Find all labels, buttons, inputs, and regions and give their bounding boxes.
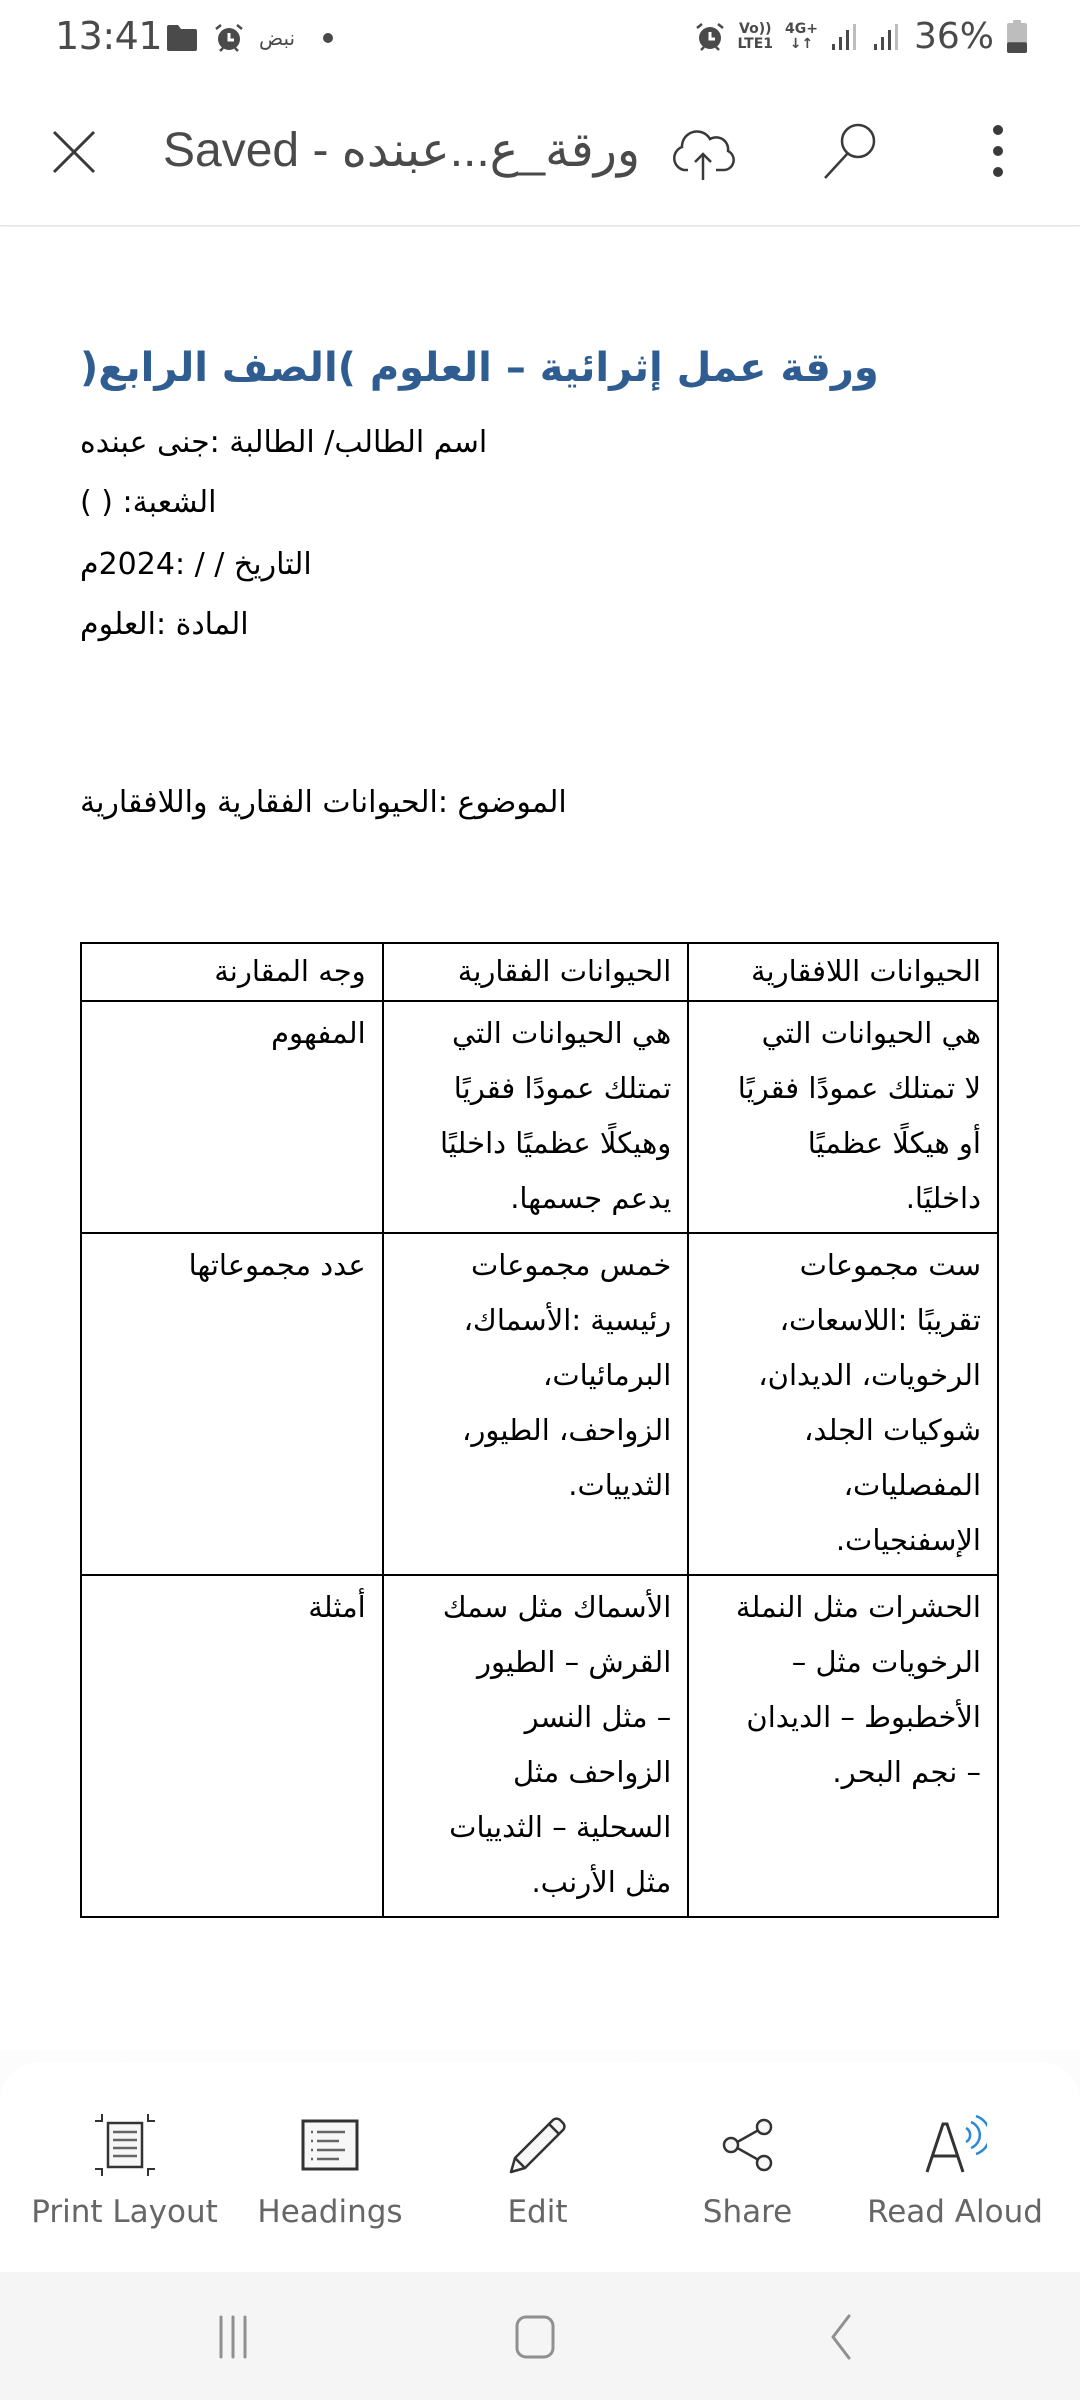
home-button[interactable] bbox=[505, 2312, 565, 2362]
headings-icon bbox=[301, 2119, 359, 2171]
data-arrows: ↓↑ bbox=[789, 35, 814, 52]
cell-text-line: الثدييات. bbox=[568, 1468, 672, 1502]
cell-text-line: رئيسية :الأسماك، bbox=[463, 1303, 672, 1337]
table-row bbox=[81, 1233, 998, 1575]
worksheet-title: ورقة عمل إثرائية – العلوم )الصف الرابع( bbox=[80, 345, 879, 391]
more-vertical-icon bbox=[978, 116, 1018, 186]
search-icon bbox=[815, 116, 885, 186]
alarm-icon bbox=[694, 21, 726, 53]
topic-line: الموضوع :الحيوانات الفقارية واللافقارية bbox=[80, 785, 567, 820]
aspect-cell: أمثلة bbox=[81, 1575, 383, 1917]
cell-text-line: القرش – الطيور bbox=[476, 1645, 672, 1679]
read-aloud-button[interactable] bbox=[855, 2062, 1055, 2272]
student-name-line: اسم الطالب/ الطالبة :جنى عبنده bbox=[80, 425, 488, 460]
network-type-label: 4G+ bbox=[785, 20, 818, 37]
invertebrates-cell bbox=[688, 1233, 998, 1575]
cell-text-line: داخليًا. bbox=[905, 1181, 981, 1215]
carrier-label: نبض bbox=[259, 26, 296, 50]
cell-text-line: أو هيكلًا عظميًا bbox=[807, 1126, 981, 1160]
cell-text-line: وهيكلًا عظميًا داخليًا bbox=[439, 1126, 672, 1160]
document-title[interactable]: Saved - ورقة_ع...عبنده bbox=[163, 124, 641, 177]
subject-line: المادة :العلوم bbox=[80, 607, 249, 642]
cell-text-line: لا تمتلك عمودًا فقريًا bbox=[737, 1071, 981, 1105]
signal-icon bbox=[872, 22, 902, 52]
aspect-cell: عدد مجموعاتها bbox=[81, 1233, 383, 1575]
vertebrates-cell bbox=[383, 1001, 689, 1233]
cell-text-line: الرخويات مثل – bbox=[791, 1645, 981, 1679]
folder-icon bbox=[165, 23, 199, 53]
cell-text-line: هي الحيوانات التي bbox=[451, 1016, 672, 1050]
share-icon bbox=[718, 2115, 778, 2175]
status-bar bbox=[0, 0, 1080, 80]
cell-text-line: المفصليات، bbox=[843, 1468, 981, 1502]
battery-percent: 36% bbox=[913, 16, 994, 57]
4g-plus-icon bbox=[785, 22, 818, 52]
cell-text-line: – مثل النسر bbox=[524, 1700, 672, 1734]
status-left-icons bbox=[165, 22, 333, 54]
battery-icon bbox=[1006, 20, 1028, 54]
status-time: 13:41 bbox=[55, 14, 163, 58]
section-line: الشعبة: ( ) bbox=[80, 485, 217, 520]
close-icon bbox=[44, 122, 104, 182]
volte-icon bbox=[738, 22, 773, 52]
cell-text-line: هي الحيوانات التي bbox=[761, 1016, 981, 1050]
document-page[interactable] bbox=[0, 227, 1080, 2062]
volte-label: Vo)) bbox=[739, 20, 772, 37]
cell-text-line: الزواحف، الطيور، bbox=[462, 1413, 672, 1447]
print-layout-button[interactable] bbox=[22, 2062, 227, 2272]
alarm-icon bbox=[213, 22, 245, 54]
cell-text-line: تمتلك عمودًا فقريًا bbox=[453, 1071, 672, 1105]
cell-text-line: الأسماك مثل سمك bbox=[442, 1590, 672, 1624]
cell-text-line: خمس مجموعات bbox=[470, 1248, 672, 1282]
table-header-row bbox=[81, 943, 998, 1001]
vertebrates-cell bbox=[383, 1233, 689, 1575]
recents-button[interactable] bbox=[203, 2312, 263, 2362]
upload-button[interactable] bbox=[668, 118, 738, 188]
share-button[interactable] bbox=[660, 2062, 835, 2272]
action-card bbox=[0, 2062, 1080, 2272]
table-row bbox=[81, 1001, 998, 1233]
cell-text-line: الإسفنجيات. bbox=[835, 1523, 981, 1557]
status-right-icons bbox=[694, 16, 1028, 57]
system-nav-bar bbox=[0, 2272, 1080, 2400]
more-options-button[interactable] bbox=[978, 116, 1018, 186]
cell-text-line: السحلية – الثدييات bbox=[449, 1810, 672, 1844]
headings-label: Headings bbox=[257, 2194, 403, 2230]
bottom-action-bar bbox=[0, 2050, 1080, 2272]
cloud-upload-icon bbox=[668, 118, 738, 188]
back-icon bbox=[825, 2314, 855, 2360]
recents-icon bbox=[211, 2315, 255, 2359]
comparison-table bbox=[80, 942, 999, 1918]
cell-text-line: الزواحف مثل bbox=[512, 1755, 672, 1789]
notification-dot bbox=[323, 33, 333, 43]
cell-text-line: شوكيات الجلد، bbox=[804, 1413, 981, 1447]
close-button[interactable] bbox=[44, 122, 104, 182]
header-aspect: وجه المقارنة bbox=[81, 943, 383, 1001]
header-vertebrates: الحيوانات الفقارية bbox=[383, 943, 689, 1001]
table-row bbox=[81, 1575, 998, 1917]
cell-text-line: الأخطبوط – الديدان bbox=[746, 1700, 981, 1734]
read-aloud-icon bbox=[923, 2114, 987, 2176]
cell-text-line: يدعم جسمها. bbox=[510, 1181, 672, 1215]
cell-text-line: تقريبًا :اللاسعات، bbox=[779, 1303, 981, 1337]
edit-button[interactable] bbox=[450, 2062, 625, 2272]
print-layout-icon bbox=[94, 2114, 156, 2176]
lte-label: LTE1 bbox=[737, 35, 774, 52]
invertebrates-cell bbox=[688, 1575, 998, 1917]
home-icon bbox=[513, 2314, 557, 2360]
back-button[interactable] bbox=[810, 2312, 870, 2362]
share-label: Share bbox=[702, 2194, 793, 2230]
vertebrates-cell bbox=[383, 1575, 689, 1917]
print-layout-label: Print Layout bbox=[31, 2194, 218, 2230]
cell-text-line: الرخويات، الديدان، bbox=[758, 1358, 981, 1392]
invertebrates-cell bbox=[688, 1001, 998, 1233]
signal-icon bbox=[830, 22, 860, 52]
cell-text-line: – نجم البحر. bbox=[832, 1755, 981, 1789]
app-toolbar bbox=[0, 80, 1080, 226]
search-button[interactable] bbox=[815, 116, 885, 186]
headings-button[interactable] bbox=[240, 2062, 420, 2272]
edit-label: Edit bbox=[507, 2194, 568, 2230]
pencil-icon bbox=[507, 2114, 569, 2176]
cell-text-line: الحشرات مثل النملة bbox=[735, 1590, 981, 1624]
read-aloud-label: Read Aloud bbox=[867, 2194, 1043, 2230]
cell-text-line: مثل الأرنب. bbox=[531, 1865, 672, 1899]
date-line: التاريخ / / :2024م bbox=[80, 547, 312, 582]
cell-text-line: ست مجموعات bbox=[799, 1248, 981, 1282]
header-invertebrates: الحيوانات اللافقارية bbox=[688, 943, 998, 1001]
cell-text-line: البرمائيات، bbox=[542, 1358, 672, 1392]
aspect-cell: المفهوم bbox=[81, 1001, 383, 1233]
